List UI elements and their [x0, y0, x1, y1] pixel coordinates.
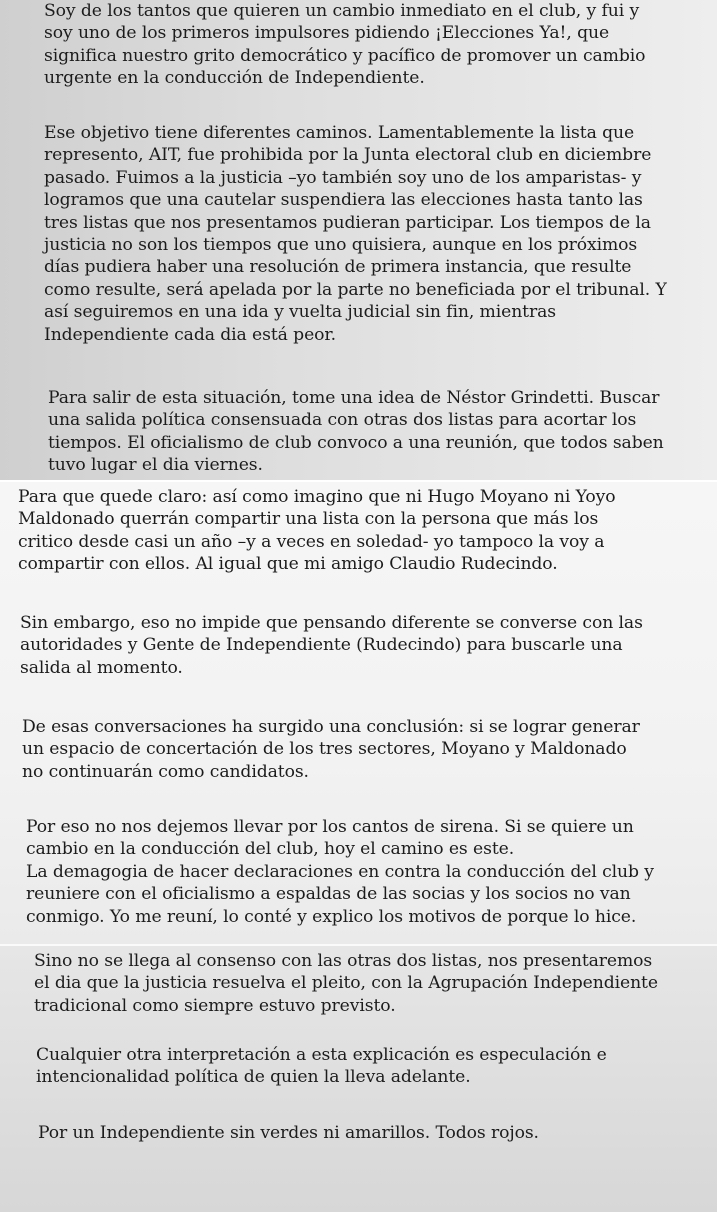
text-line: logramos que una cautelar suspendiera las elecciones hasta tanto las: [44, 190, 643, 211]
text-line: Cualquier otra interpretación a esta explicación es especulación e: [36, 1045, 607, 1065]
text-line: tuvo lugar el dia viernes.: [48, 455, 263, 476]
text-line: el dia que la justicia resuelva el pleito, con la Agrupación Independiente: [34, 973, 658, 994]
paragraph: [22, 716, 640, 783]
text-line: De esas conversaciones ha surgido una conclusión: si se lograr generar: [22, 717, 640, 737]
text-line: Sin embargo, eso no impide que pensando diferente se converse con las: [20, 613, 643, 633]
text-line: no continuarán como candidatos.: [22, 761, 309, 782]
text-line: salida al momento.: [20, 657, 183, 678]
paragraph: [20, 612, 643, 679]
text-line: justicia no son los tiempos que uno quisiera, aunque en los próximos: [44, 235, 638, 256]
text-line: Sino no se llega al consenso con las otras dos listas, nos presentaremos: [34, 951, 653, 971]
text-line: una salida política consensuada con otras dos listas para acortar los: [48, 410, 637, 431]
text-line: Para salir de esta situación, tome una idea de Néstor Grindetti. Buscar: [48, 388, 660, 408]
text-line: critico desde casi un año –y a veces en soledad- yo tampoco la voy a: [18, 531, 605, 552]
text-line: urgente en la conducción de Independiente.: [44, 68, 425, 89]
photo-panel-3: [0, 944, 717, 1212]
text-line: Para que quede claro: así como imagino que ni Hugo Moyano ni Yoyo: [18, 487, 616, 507]
text-line: pasado. Fuimos a la justicia –yo también soy uno de los amparistas- y: [44, 167, 642, 188]
text-line: tradicional como siempre estuvo previsto.: [34, 995, 396, 1016]
paragraph: [18, 486, 615, 576]
paragraph: [38, 1122, 539, 1144]
text-line: tiempos. El oficialismo de club convoco a una reunión, que todos saben: [48, 432, 664, 453]
text-line: Por eso no nos dejemos llevar por los cantos de sirena. Si se quiere un: [26, 817, 634, 837]
photo-panel-1: [0, 0, 717, 480]
text-line: Ese objetivo tiene diferentes caminos. Lamentablemente la lista que: [44, 123, 635, 143]
text-line: reuniere con el oficialismo a espaldas de las socias y los socios no van: [26, 884, 631, 905]
text-line: soy uno de los primeros impulsores pidiendo ¡Elecciones Ya!, que: [44, 23, 610, 44]
text-line: tres listas que nos presentamos pudieran participar. Los tiempos de la: [44, 212, 651, 233]
text-line: significa nuestro grito democrático y pacífico de promover un cambio: [44, 45, 646, 66]
text-line: Por un Independiente sin verdes ni amarillos. Todos rojos.: [38, 1123, 539, 1143]
text-line: días pudiera haber una resolución de primera instancia, que resulte: [44, 257, 632, 278]
text-line: como resulte, será apelada por la parte no beneficiada por el tribunal. Y: [44, 279, 667, 300]
text-line: conmigo. Yo me reuní, lo conté y explico los motivos de porque lo hice.: [26, 906, 637, 927]
paragraph: [36, 1044, 607, 1089]
photo-panel-2: [0, 480, 717, 946]
paragraph: [26, 816, 654, 928]
text-line: Maldonado querrán compartir una lista con la persona que más los: [18, 509, 599, 530]
text-line: Soy de los tantos que quieren un cambio inmediato en el club, y fui y: [44, 1, 640, 21]
paragraph: [34, 950, 658, 1017]
paragraph: [44, 122, 667, 346]
text-line: intencionalidad política de quien la lleva adelante.: [36, 1067, 471, 1088]
text-line: compartir con ellos. Al igual que mi amigo Claudio Rudecindo.: [18, 554, 558, 575]
paragraph: [44, 0, 645, 90]
paragraph: [48, 387, 664, 477]
text-line: Independiente cada dia está peor.: [44, 324, 336, 345]
text-line: autoridades y Gente de Independiente (Rudecindo) para buscarle una: [20, 635, 623, 656]
text-line: La demagogia de hacer declaraciones en contra la conducción del club y: [26, 861, 654, 882]
text-line: cambio en la conducción del club, hoy el camino es este.: [26, 839, 515, 860]
text-line: represento, AIT, fue prohibida por la Junta electoral club en diciembre: [44, 145, 652, 166]
text-line: un espacio de concertación de los tres sectores, Moyano y Maldonado: [22, 739, 627, 760]
text-line: así seguiremos en una ida y vuelta judicial sin fin, mientras: [44, 302, 556, 323]
